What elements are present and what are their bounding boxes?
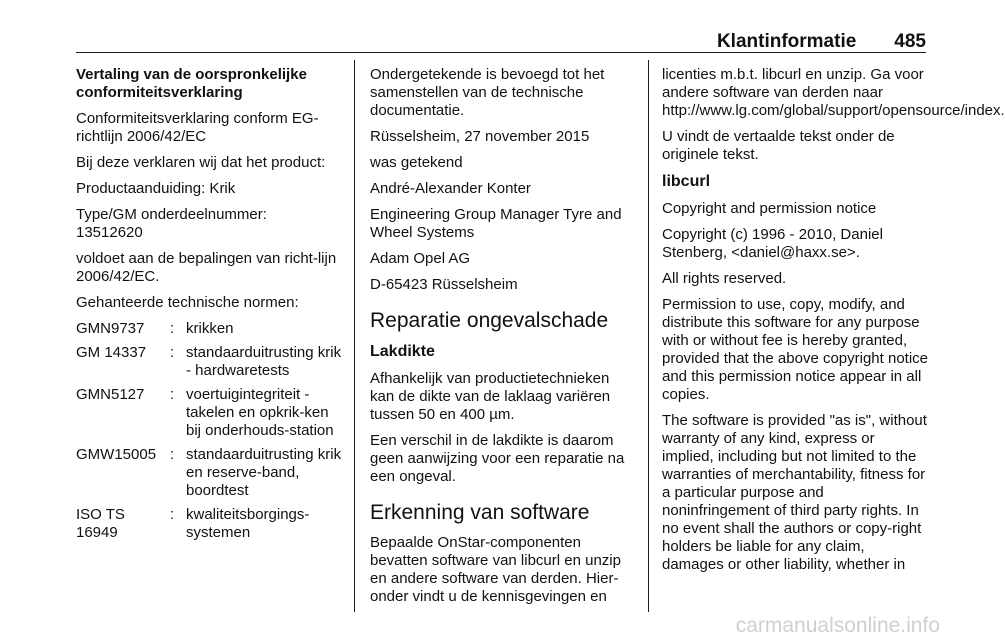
paragraph: U vindt de vertaalde tekst onder de originele tekst. (662, 128, 895, 163)
paragraph: Bij deze verklaren wij dat het product: (76, 154, 326, 171)
table-row (76, 344, 346, 386)
norm-separator: : (170, 386, 175, 403)
paragraph: voldoet aan de bepalingen van richt-lijn 2006/42/EC. (76, 250, 337, 285)
paragraph: Rüsselsheim, 27 november 2015 (370, 128, 590, 145)
norm-code: ISO TS 16949 (76, 506, 125, 541)
header-title: Klantinformatie (716, 31, 857, 52)
norms-table (76, 320, 346, 548)
paragraph: licenties m.b.t. libcurl en unzip. Ga voor andere software van derden naar http://www.lg.com/global/support/opensource/index. (662, 66, 1005, 119)
norm-description: standaarduitrusting krik en reserve-band, boordtest (186, 446, 342, 499)
paragraph: Adam Opel AG (370, 250, 471, 267)
norm-code: GMN5127 (76, 386, 145, 403)
header-rule (76, 52, 926, 53)
column-divider-1 (354, 60, 355, 612)
paragraph: Conformiteitsverklaring conform EG-richtlijn 2006/42/EC (76, 110, 319, 145)
paragraph: André-Alexander Konter (370, 180, 531, 197)
paragraph: Bepaalde OnStar-componenten bevatten software van libcurl en unzip en andere software van derden. Hier-onder vindt u de kennisgevingen en (370, 534, 621, 605)
norm-description: kwaliteitsborgings-systemen (186, 506, 310, 541)
page-number: 485 (894, 31, 926, 52)
page-header (76, 32, 926, 52)
table-row (76, 386, 346, 446)
paragraph: Type/GM onderdeelnummer: 13512620 (76, 206, 267, 241)
paragraph: Gehanteerde technische normen: (76, 294, 299, 311)
paragraph: Copyright (c) 1996 - 2010, Daniel Stenberg, <daniel@haxx.se>. (662, 226, 883, 261)
paragraph: Permission to use, copy, modify, and distribute this software for any purpose with or without fee is hereby granted, provided that the above copyright notice and this permission notice appear in all copies. (662, 296, 929, 403)
paragraph: All rights reserved. (662, 270, 787, 287)
norm-separator: : (170, 446, 175, 463)
watermark: carmanualsonline.info (735, 614, 940, 637)
column-2 (370, 66, 634, 614)
column-3 (662, 66, 1005, 582)
declaration-heading: Vertaling van de oorspronkelijke conformiteitsverklaring (76, 66, 307, 101)
paragraph: Productaanduiding: Krik (76, 180, 236, 197)
subsection-title-libcurl: libcurl (662, 173, 711, 190)
paragraph: Afhankelijk van productietechnieken kan de dikte van de laklaag variëren tussen 50 en 400 µm. (370, 370, 611, 423)
paragraph: Copyright and permission notice (662, 200, 877, 217)
table-row (76, 446, 346, 506)
paragraph: was getekend (370, 154, 463, 171)
subsection-title-lakdikte: Lakdikte (370, 343, 435, 360)
norm-description: standaarduitrusting krik - hardwaretests (186, 344, 342, 379)
norm-description: voertuigintegriteit - takelen en opkrik-ken bij onderhouds-station (186, 386, 334, 439)
norm-separator: : (170, 506, 175, 523)
paragraph: D-65423 Rüsselsheim (370, 276, 518, 293)
section-title-software: Erkenning van software (370, 501, 590, 524)
norm-separator: : (170, 320, 175, 337)
norm-code: GMN9737 (76, 320, 145, 337)
table-row (76, 506, 346, 548)
section-title-reparatie: Reparatie ongevalschade (370, 309, 609, 332)
norm-separator: : (170, 344, 175, 361)
table-row (76, 320, 346, 344)
paragraph: Ondergetekende is bevoegd tot het samenstellen van de technische documentatie. (370, 66, 605, 119)
paragraph: The software is provided "as is", without warranty of any kind, express or implied, including but not limited to the warranties of merchantability, fitness for a particular purpose and noninfringement of third party rights. In no event shall the authors or copy-right holders be liable for any claim, damages or other liability, whether in (662, 412, 927, 573)
norm-code: GM 14337 (76, 344, 147, 361)
norm-code: GMW15005 (76, 446, 157, 463)
paragraph: Engineering Group Manager Tyre and Wheel Systems (370, 206, 622, 241)
column-1 (76, 66, 348, 548)
norm-description: krikken (186, 320, 234, 337)
paragraph: Een verschil in de lakdikte is daarom geen aanwijzing voor een reparatie na een ongeval. (370, 432, 625, 485)
column-divider-2 (648, 60, 649, 612)
